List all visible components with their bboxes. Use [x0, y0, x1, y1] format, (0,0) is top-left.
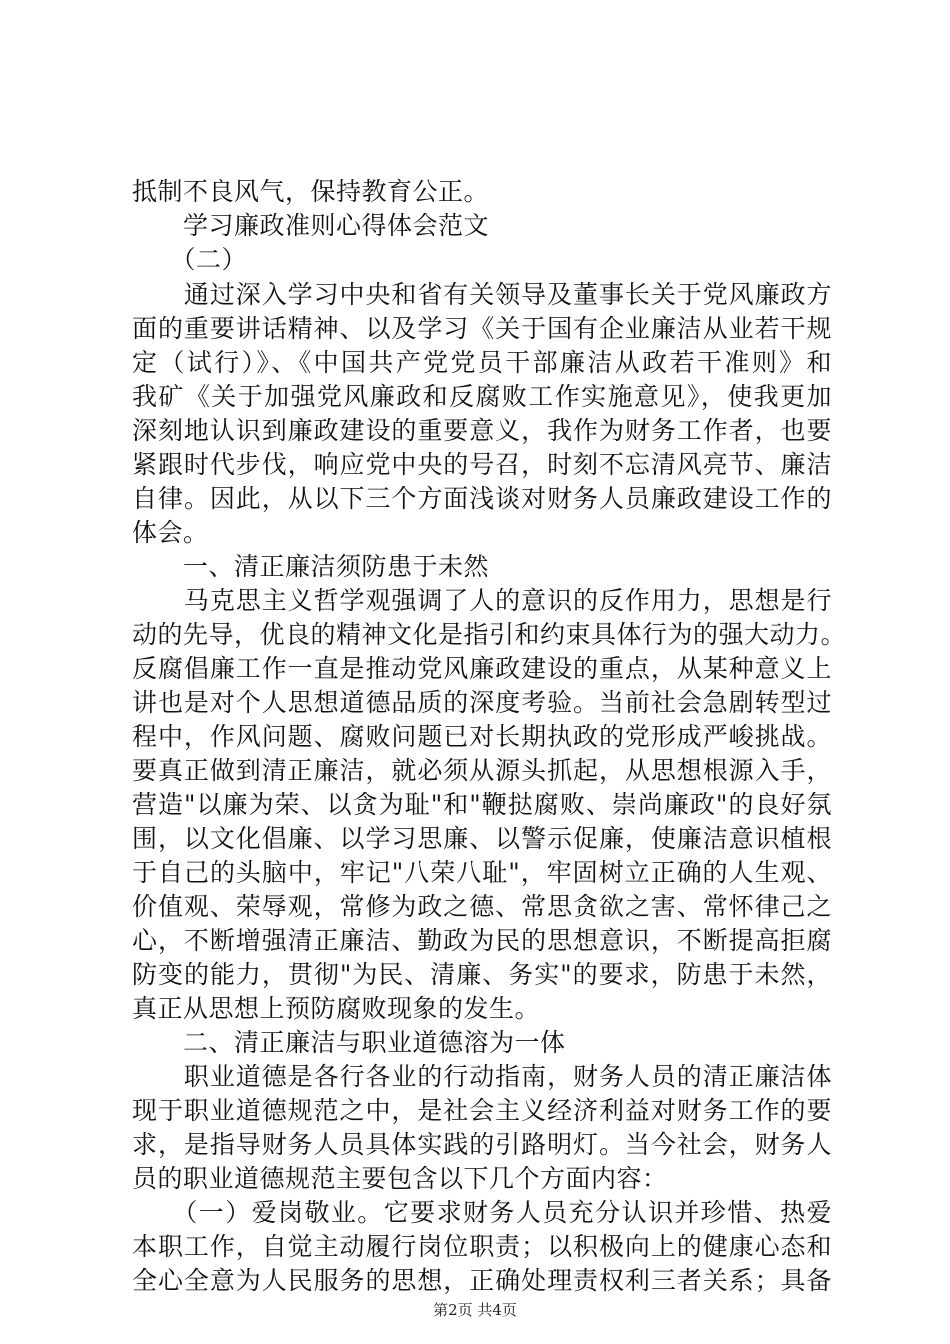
page-footer: 第2页 共4页: [433, 1301, 517, 1319]
text-line: 面的重要讲话精神、以及学习《关于国有企业廉洁从业若干规: [132, 314, 832, 343]
text-line: 动的先导，优良的精神文化是指引和约束具体行为的强大动力。: [132, 620, 847, 649]
section-number: （二）: [132, 245, 248, 274]
text-line: 防变的能力，贯彻"为民、清廉、务实"的要求，防患于未然，: [132, 960, 832, 989]
text-line: 自律。因此，从以下三个方面浅谈对财务人员廉政建设工作的: [132, 484, 832, 513]
section-heading: 一、清正廉洁须防患于未然: [132, 552, 490, 581]
text-line: 全心全意为人民服务的思想，正确处理责权利三者关系；具备: [132, 1266, 832, 1295]
text-line: 职业道德是各行各业的行动指南，财务人员的清正廉洁体: [132, 1062, 832, 1091]
text-line: 求，是指导财务人员具体实践的引路明灯。当今社会，财务人: [132, 1130, 832, 1159]
document-title: 学习廉政准则心得体会范文: [132, 211, 490, 240]
text-line: 体会。: [132, 518, 209, 547]
text-line: 定（试行）》、《中国共产党党员干部廉洁从政若干准则》和: [132, 348, 832, 377]
text-line: 现于职业道德规范之中，是社会主义经济利益对财务工作的要: [132, 1096, 832, 1125]
text-line: 心，不断增强清正廉洁、勤政为民的思想意识，不断提高拒腐: [132, 926, 832, 955]
text-line: 讲也是对个人思想道德品质的深度考验。当前社会急剧转型过: [132, 688, 832, 717]
text-line: （一）爱岗敬业。它要求财务人员充分认识并珍惜、热爱: [132, 1198, 832, 1227]
text-line: 围，以文化倡廉、以学习思廉、以警示促廉，使廉洁意识植根: [132, 824, 832, 853]
text-line: 营造"以廉为荣、以贪为耻"和"鞭挞腐败、崇尚廉政"的良好氛: [132, 790, 832, 819]
text-line: 反腐倡廉工作一直是推动党风廉政建设的重点，从某种意义上: [132, 654, 832, 683]
text-line: 马克思主义哲学观强调了人的意识的反作用力，思想是行: [132, 586, 832, 615]
text-line: 员的职业道德规范主要包含以下几个方面内容：: [132, 1164, 668, 1193]
text-line: 深刻地认识到廉政建设的重要意义，我作为财务工作者，也要: [132, 416, 832, 445]
text-line: 于自己的头脑中，牢记"八荣八耻"，牢固树立正确的人生观、: [132, 858, 832, 887]
section-heading: 二、清正廉洁与职业道德溶为一体: [132, 1028, 566, 1057]
text-line: 抵制不良风气，保持教育公正。: [132, 177, 490, 206]
text-line: 要真正做到清正廉洁，就必须从源头抓起，从思想根源入手，: [132, 756, 832, 785]
text-line: 本职工作，自觉主动履行岗位职责；以积极向上的健康心态和: [132, 1232, 832, 1261]
text-line: 紧跟时代步伐，响应党中央的号召，时刻不忘清风亮节、廉洁: [132, 450, 832, 479]
text-line: 真正从思想上预防腐败现象的发生。: [132, 994, 541, 1023]
text-line: 通过深入学习中央和省有关领导及董事长关于党风廉政方: [132, 280, 832, 309]
text-line: 程中，作风问题、腐败问题已对长期执政的党形成严峻挑战。: [132, 722, 832, 751]
text-line: 价值观、荣辱观，常修为政之德、常思贪欲之害、常怀律己之: [132, 892, 832, 921]
text-line: 我矿《关于加强党风廉政和反腐败工作实施意见》，使我更加: [132, 382, 832, 411]
